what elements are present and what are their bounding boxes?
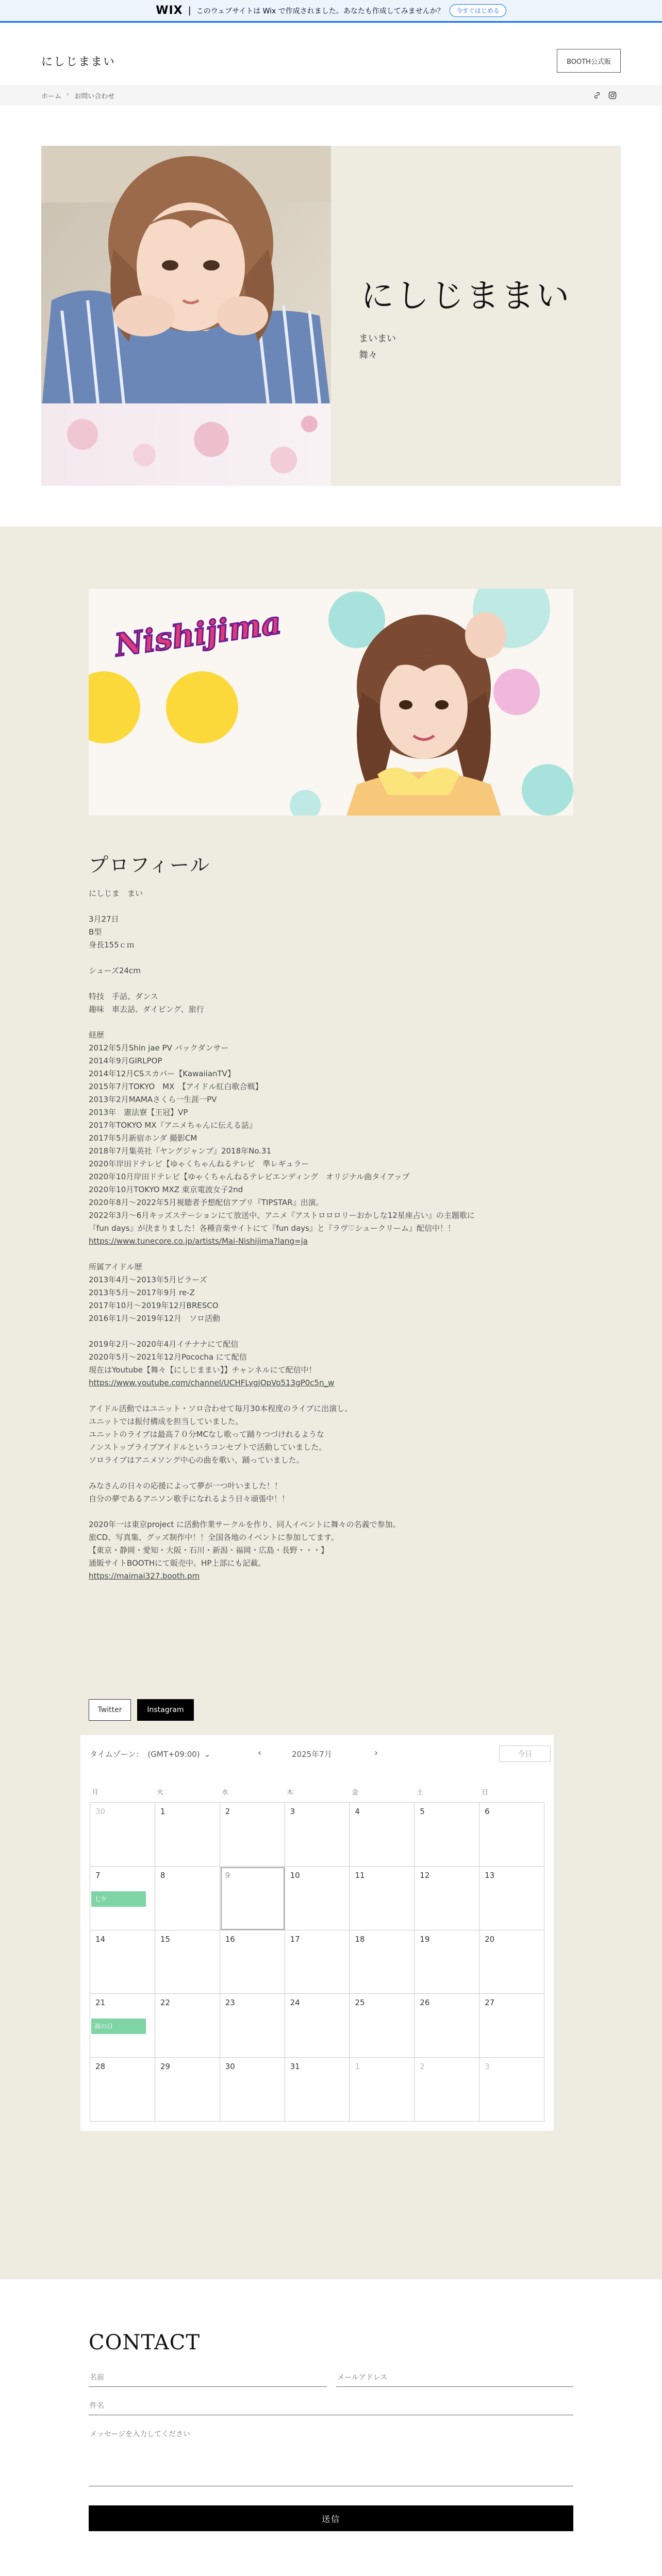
profile-line: 2020年10月岸田ドテレビ【ゆゃくちゃんねるテレビエンディング オリジナル曲タイアップ (89, 1172, 410, 1181)
wix-banner (0, 0, 662, 23)
weekday-label: 火 (157, 1789, 164, 1797)
day-number: 23 (225, 1998, 235, 2008)
day-number: 4 (355, 1807, 360, 1816)
profile-line: 2013年2月MAMAさくら一生涯一PV (89, 1095, 217, 1104)
calendar-day[interactable] (155, 1994, 220, 2058)
profile-line: にしじま まい (89, 889, 143, 898)
weekday-label: 土 (417, 1789, 424, 1797)
profile-link[interactable]: https://www.youtube.com/channel/UCHFLygjOpVo513gP0c5n_w (89, 1378, 335, 1387)
calendar-day[interactable] (90, 1867, 155, 1930)
profile-line (89, 977, 573, 990)
day-number: 6 (485, 1807, 490, 1816)
day-number: 27 (485, 1998, 495, 2008)
twitter-button[interactable]: Twitter (89, 1699, 131, 1721)
profile-line: 2020年8月〜2022年5月視聴者予想配信アプリ『TIPSTAR』出演。 (89, 1198, 324, 1207)
calendar-day[interactable] (220, 1803, 285, 1867)
site-header (0, 24, 662, 85)
profile-line: 3月27日 (89, 914, 119, 924)
profile-line: 身長155ｃｍ (89, 940, 135, 950)
calendar-day[interactable] (285, 1930, 350, 1994)
profile-line (89, 1505, 573, 1518)
calendar-day[interactable] (90, 1994, 155, 2058)
profile-line: 経歴 (89, 1030, 105, 1040)
day-number: 28 (95, 2062, 106, 2072)
wix-banner-text: このウェブサイトは Wix で作成されました。あなたも作成してみませんか？ (196, 7, 444, 15)
calendar-day[interactable] (155, 2058, 220, 2122)
profile-line: 2013年5月〜2017年9月 re-Z (89, 1288, 195, 1297)
day-number: 21 (95, 1998, 106, 2008)
calendar-day[interactable] (350, 2058, 415, 2122)
profile-line: 2014年9月GIRLPOP (89, 1056, 162, 1065)
calendar-day[interactable] (479, 1867, 544, 1930)
day-number: 26 (420, 1998, 430, 2008)
wix-logo: WIX (156, 4, 183, 17)
profile-section (0, 527, 662, 2279)
calendar-day[interactable] (479, 1930, 544, 1994)
calendar-day[interactable] (415, 2058, 479, 2122)
day-number: 16 (225, 1934, 235, 1944)
profile-line: みなさんの日々の応援によって夢が一つ叶いました！！ (89, 1481, 283, 1490)
calendar-day[interactable] (350, 1867, 415, 1930)
day-number: 31 (290, 2062, 300, 2072)
profile-line: ユニットでは振付構成を担当していました。 (89, 1417, 243, 1426)
profile-line (89, 1389, 573, 1402)
profile-line: 現在はYoutube【舞々【にしじままい】】チャンネルにて配信中！ (89, 1365, 317, 1375)
profile-text (89, 887, 573, 1583)
banner-logo: Nishijima (112, 605, 284, 664)
calendar-day[interactable] (350, 1803, 415, 1867)
next-month-icon[interactable]: › (374, 1748, 378, 1758)
profile-line: 2020年岸田ドテレビ【ゆゃくちゃんねるテレビ 準レギュラー (89, 1159, 309, 1168)
breadcrumb-bar (0, 85, 662, 106)
profile-line: 2016年1月〜2019年12月 ソロ活動 (89, 1314, 220, 1323)
calendar-day[interactable] (220, 1867, 285, 1930)
profile-banner (89, 589, 573, 816)
calendar-day[interactable] (155, 1867, 220, 1930)
weekday-label: 金 (352, 1789, 359, 1797)
weekday-label: 日 (482, 1789, 489, 1797)
hero-alias: 舞々 (359, 350, 377, 361)
profile-line: シューズ24cm (89, 966, 141, 975)
day-number: 25 (355, 1998, 365, 2008)
calendar-event[interactable]: 七夕 (91, 1891, 146, 1907)
profile-line: 所属アイドル歴 (89, 1262, 142, 1272)
profile-line: 2020年一は東京project に活動作業サークルを作り、同人イベントに舞々の名義で参加。 (89, 1520, 401, 1529)
day-number: 2 (225, 1807, 230, 1816)
profile-line: 趣味 車去話、ダイビング、旅行 (89, 1005, 204, 1014)
booth-button[interactable]: BOOTH公式販 (557, 49, 621, 73)
send-button[interactable]: 送信 (89, 2505, 573, 2531)
day-number: 17 (290, 1934, 300, 1944)
day-number: 29 (160, 2062, 170, 2072)
calendar-toolbar (90, 1745, 544, 1762)
calendar-day[interactable] (415, 1867, 479, 1930)
day-number: 18 (355, 1934, 365, 1944)
profile-line: 2017年5月新宿ホンダ 撮影CM (89, 1133, 197, 1143)
day-number: 20 (485, 1934, 495, 1944)
profile-line: 2014年12月CSスカパー【KawaiianTV】 (89, 1069, 235, 1078)
day-number: 24 (290, 1998, 300, 2008)
hero-nickname: まいまい (359, 333, 396, 344)
instagram-icon[interactable] (608, 91, 617, 99)
calendar-day[interactable] (415, 1930, 479, 1994)
profile-link[interactable]: https://maimai327.booth.pm (89, 1571, 200, 1581)
calendar-day[interactable] (479, 2058, 544, 2122)
calendar-month: 2025年7月 (292, 1750, 332, 1759)
chevron-down-icon: ⌄ (204, 1749, 211, 1759)
calendar-day[interactable] (90, 1930, 155, 1994)
calendar-day[interactable] (285, 1867, 350, 1930)
day-number: 9 (225, 1870, 230, 1880)
calendar-day[interactable] (220, 1994, 285, 2058)
site-title[interactable]: にしじままい (41, 56, 116, 69)
weekday-label: 木 (287, 1789, 294, 1797)
calendar-day[interactable] (155, 1803, 220, 1867)
subject-field[interactable]: 件名 (89, 2400, 573, 2415)
profile-line (89, 900, 573, 913)
timezone-label: タイムゾーン： (90, 1750, 144, 1759)
calendar-day[interactable] (285, 1994, 350, 2058)
share-icons (593, 91, 617, 99)
breadcrumb (41, 91, 114, 100)
timezone-selector[interactable] (90, 1749, 210, 1759)
day-number: 14 (95, 1934, 106, 1944)
instagram-button[interactable]: Instagram (137, 1699, 194, 1721)
calendar-day[interactable] (90, 2058, 155, 2122)
day-number: 5 (420, 1807, 425, 1816)
day-number: 8 (160, 1870, 166, 1880)
day-number: 2 (420, 2062, 425, 2072)
profile-line (89, 1016, 573, 1029)
profile-line: B型 (89, 927, 102, 937)
day-number: 15 (160, 1934, 170, 1944)
hero-photo (41, 146, 331, 486)
prev-month-icon[interactable]: ‹ (258, 1748, 262, 1758)
calendar-day[interactable] (285, 2058, 350, 2122)
profile-line (89, 1467, 573, 1480)
day-number: 30 (95, 1807, 106, 1816)
today-button[interactable]: 今日 (499, 1745, 551, 1762)
profile-line (89, 952, 573, 964)
day-number: 30 (225, 2062, 235, 2072)
wix-separator: | (188, 5, 191, 16)
day-number: 19 (420, 1934, 430, 1944)
profile-line: 特技 手話、ダンス (89, 992, 158, 1001)
profile-line: 2018年7月集英社『ヤングジャンプ』2018年No.31 (89, 1146, 272, 1156)
day-number: 13 (485, 1870, 495, 1880)
contact-title: CONTACT (89, 2331, 201, 2354)
profile-line (89, 1248, 573, 1261)
email-field[interactable]: メールアドレス (336, 2372, 573, 2387)
profile-line: 2020年10月TOKYO MXZ 東京電波女子2nd (89, 1185, 243, 1194)
calendar-day[interactable] (285, 1803, 350, 1867)
calendar-widget (80, 1735, 554, 2131)
calendar-day[interactable] (415, 1803, 479, 1867)
profile-line: 2017年10月〜2019年12月BRESCO (89, 1301, 219, 1310)
calendar-day[interactable] (350, 1994, 415, 2058)
link-icon[interactable] (593, 91, 601, 99)
profile-line: ノンストップライブアイドルというコンセプトで活動していました。 (89, 1443, 327, 1452)
profile-line: 2013年 憲法寮【王冠】VP (89, 1108, 188, 1117)
profile-line: 【東京・静岡・愛知・大阪・石川・新潟・福岡・広島・長野・・・】 (89, 1546, 329, 1555)
breadcrumb-home[interactable]: ホーム (41, 92, 62, 100)
profile-line: 旅CD、写真集、グッズ制作中！！全国各地のイベントに参加してます。 (89, 1533, 339, 1542)
portrait-image (41, 146, 331, 486)
calendar-day[interactable] (155, 1930, 220, 1994)
profile-line: ユニットのライブは最高７０分MCなし歌って踊りつづけれるような (89, 1430, 324, 1439)
profile-line: 自分の夢であるアニソン歌手になれるよう日々頑張中！！ (89, 1494, 290, 1503)
wix-start-button[interactable]: 今すぐはじめる (450, 4, 506, 17)
profile-line: 2015年7月TOKYO MX 【アイドル紅白歌合戦】 (89, 1082, 263, 1091)
calendar-day[interactable] (220, 2058, 285, 2122)
day-number: 3 (290, 1807, 295, 1816)
day-number: 1 (355, 2062, 360, 2072)
day-number: 12 (420, 1870, 430, 1880)
banner-image (89, 589, 573, 816)
profile-title: プロフィール (89, 854, 211, 876)
profile-line: アイドル活動ではユニット・ソロ合わせて毎月30本程度のライブに出演し、 (89, 1404, 353, 1413)
calendar-day[interactable] (90, 1803, 155, 1867)
sns-buttons (89, 1699, 194, 1721)
hero-section (41, 146, 621, 486)
weekday-label: 月 (92, 1789, 99, 1797)
day-number: 1 (160, 1807, 166, 1816)
day-number: 10 (290, 1870, 300, 1880)
calendar-day[interactable] (220, 1930, 285, 1994)
profile-link[interactable]: https://www.tunecore.co.jp/artists/Mai-Nishijima?lang=ja (89, 1236, 308, 1246)
calendar-event[interactable]: 海の日 (91, 2019, 146, 2034)
weekday-label: 水 (222, 1789, 229, 1797)
calendar-day[interactable] (350, 1930, 415, 1994)
day-number: 11 (355, 1870, 365, 1880)
profile-line: 2013年4月〜2013年5月ビラーズ (89, 1275, 207, 1284)
calendar-day[interactable] (479, 1803, 544, 1867)
day-number: 7 (95, 1870, 101, 1880)
calendar-day[interactable] (479, 1994, 544, 2058)
calendar-day[interactable] (415, 1994, 479, 2058)
profile-line: 2020年5月〜2021年12月Pococha にて配信 (89, 1352, 247, 1362)
profile-line (89, 1325, 573, 1338)
profile-line: 2012年5月Shin jae PV バックダンサー (89, 1043, 229, 1053)
timezone-value: (GMT+09:00) (147, 1749, 200, 1759)
profile-line: 通販サイトBOOTHにて販売中。HP上部にも記載。 (89, 1558, 266, 1568)
profile-line: 2019年2月〜2020年4月イチナナにて配信 (89, 1340, 239, 1349)
day-number: 3 (485, 2062, 490, 2072)
name-field[interactable]: 名前 (89, 2372, 327, 2387)
day-number: 22 (160, 1998, 170, 2008)
profile-line: 2017年TOKYO MX『アニメちゃんに伝える話』 (89, 1121, 257, 1130)
profile-line: 『fun days』が決まりました！各種音楽サイトにて『fun days』と『ラヴ♡シュークリーム』配信中！！ (89, 1224, 456, 1233)
breadcrumb-separator: › (67, 90, 70, 98)
message-field[interactable]: メッセージを入力してください (89, 2429, 573, 2486)
hero-name: にしじままい (361, 277, 571, 315)
breadcrumb-current: お問い合わせ (74, 92, 115, 100)
calendar-grid (90, 1802, 544, 2122)
profile-line: 2022年3月〜6月キッズステーションにて放送中、アニメ『アストロロロリーおかしな12星座占い』の主題歌に (89, 1211, 475, 1220)
profile-line: ソロライブはアニメソング中心の曲を歌い、踊っていました。 (89, 1455, 304, 1465)
